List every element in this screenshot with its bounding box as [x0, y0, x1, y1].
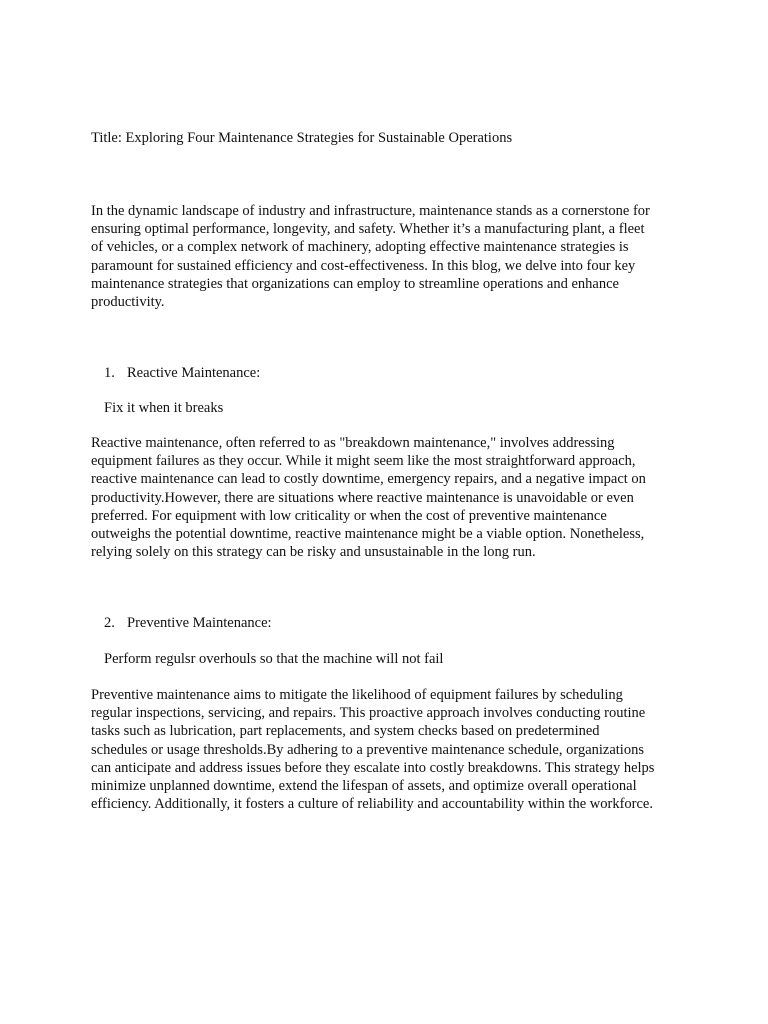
intro-line: In the dynamic landscape of industry and infrastructure, maintenance stands as a cornerstone for: [91, 203, 650, 219]
body-line: tasks such as lubrication, part replacements, and system checks based on predetermined: [91, 723, 600, 740]
body-line: can anticipate and address issues before they escalate into costly breakdowns. This strategy helps: [91, 759, 655, 776]
section-tagline-reactive: Fix it when it breaks: [104, 400, 224, 416]
body-line: preferred. For equipment with low criticality or when the cost of preventive maintenance: [91, 507, 607, 524]
reactive-paragraph: [91, 434, 691, 561]
body-line: relying solely on this strategy can be risky and unsustainable in the long run.: [91, 544, 536, 561]
intro-line: maintenance strategies that organizations can employ to streamline operations and enhance: [91, 275, 619, 292]
section-number: 1.: [104, 365, 115, 381]
section-heading-text: Reactive Maintenance:: [127, 365, 261, 381]
section-tagline-preventive: Perform regulsr overhouls so that the machine will not fail: [104, 651, 444, 667]
body-line: efficiency. Additionally, it fosters a culture of reliability and accountability within the workforce.: [91, 796, 653, 813]
body-line: productivity.However, there are situations where reactive maintenance is unavoidable or even: [91, 489, 634, 506]
body-line: schedules or usage thresholds.By adhering to a preventive maintenance schedule, organizations: [91, 741, 644, 758]
body-line: reactive maintenance can lead to costly downtime, emergency repairs, and a negative impact on: [91, 471, 646, 488]
intro-line: ensuring optimal performance, longevity, and safety. Whether it’s a manufacturing plant, a fleet: [91, 221, 645, 238]
section-heading-reactive: [104, 364, 260, 382]
intro-paragraph: [91, 202, 691, 311]
section-number: 2.: [104, 615, 115, 631]
body-line: minimize unplanned downtime, extend the lifespan of assets, and optimize overall operational: [91, 778, 637, 795]
document-title: Title: Exploring Four Maintenance Strategies for Sustainable Operations: [91, 130, 513, 146]
intro-line: paramount for sustained efficiency and cost-effectiveness. In this blog, we delve into four key: [91, 257, 636, 274]
section-heading-text: Preventive Maintenance:: [127, 615, 272, 631]
intro-line: of vehicles, or a complex network of machinery, adopting effective maintenance strategies is: [91, 239, 629, 256]
body-line: regular inspections, servicing, and repairs. This proactive approach involves conducting routine: [91, 705, 646, 722]
body-line: outweighs the potential downtime, reactive maintenance might be a viable option. Nonetheless,: [91, 526, 645, 543]
body-line: Preventive maintenance aims to mitigate the likelihood of equipment failures by scheduling: [91, 687, 623, 703]
body-line: equipment failures as they occur. While it might seem like the most straightforward approach,: [91, 453, 636, 470]
preventive-paragraph: [91, 686, 691, 813]
section-heading-preventive: [104, 614, 272, 632]
intro-line: productivity.: [91, 294, 165, 311]
body-line: Reactive maintenance, often referred to as "breakdown maintenance," involves addressing: [91, 435, 615, 451]
